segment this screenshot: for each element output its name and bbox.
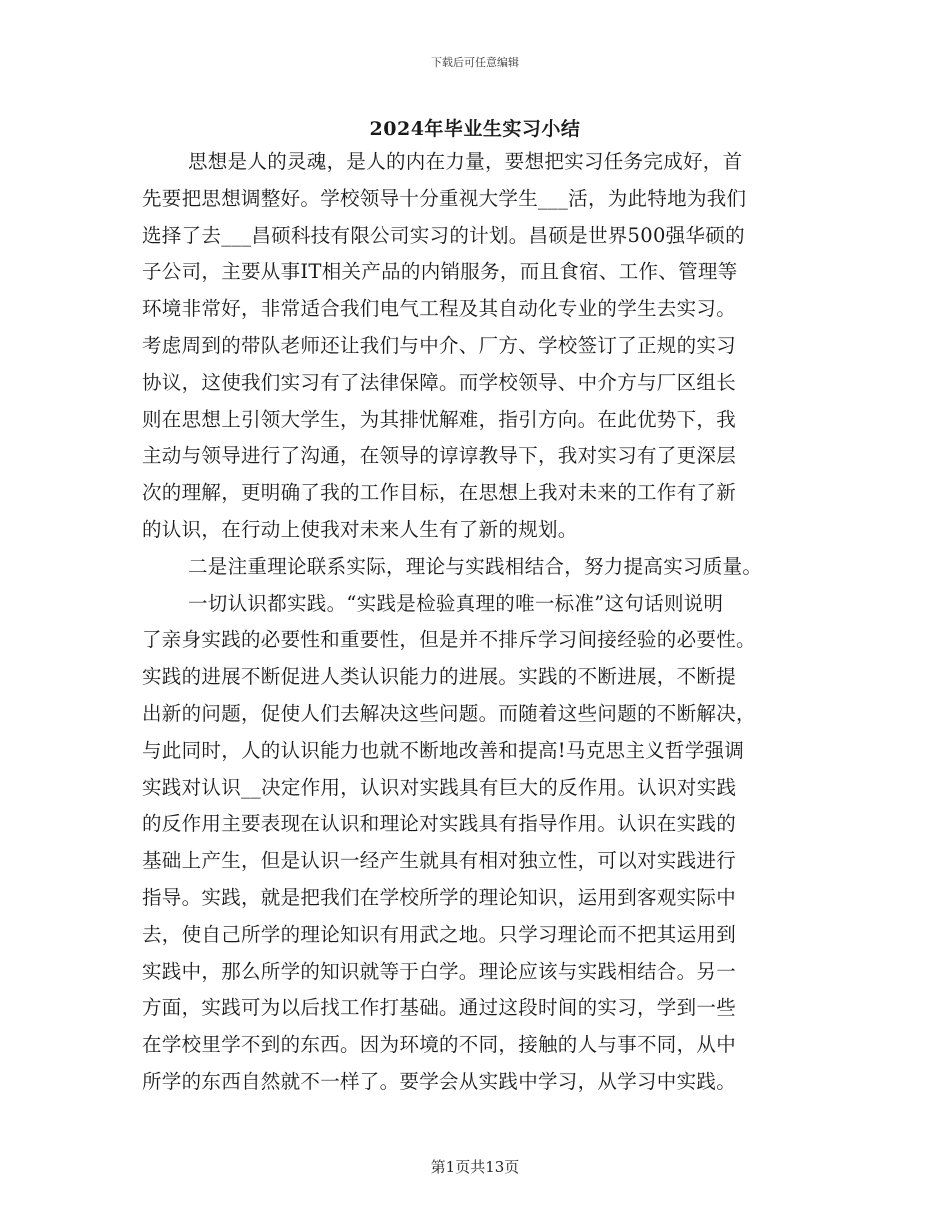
paragraph-line: 考虑周到的带队老师还让我们与中介、厂方、学校签订了正规的实习 bbox=[142, 333, 737, 357]
paragraph-line: 实践中，那么所学的知识就等于白学。理论应该与实践相结合。另一 bbox=[142, 959, 737, 983]
paragraph-line: 二是注重理论联系实际，理论与实践相结合，努力提高实习质量。 bbox=[188, 554, 763, 578]
paragraph-line: 了亲身实践的必要性和重要性，但是并不排斥学习间接经验的必要性。 bbox=[142, 628, 756, 652]
paragraph-line: 先要把思想调整好。学校领导十分重视大学生___活，为此特地为我们 bbox=[142, 186, 747, 210]
paragraph-line: 实践对认识__决定作用，认识对实践具有巨大的反作用。认识对实践 bbox=[142, 775, 737, 799]
paragraph-line: 主动与领导进行了沟通，在领导的谆谆教导下，我对实习有了更深层 bbox=[142, 444, 737, 468]
paragraph-line: 所学的东西自然就不一样了。要学会从实践中学习，从学习中实践。 bbox=[142, 1069, 737, 1093]
paragraph-line: 一切认识都实践。“实践是检验真理的唯一标准”这句话则说明 bbox=[188, 591, 724, 615]
paragraph-line: 实践的进展不断促进人类认识能力的进展。实践的不断进展，不断提 bbox=[142, 665, 737, 689]
paragraph-line: 子公司，主要从事IT相关产品的内销服务，而且食宿、工作、管理等 bbox=[142, 260, 738, 284]
paragraph-line: 指导。实践，就是把我们在学校所学的理论知识，运用到客观实际中 bbox=[142, 885, 737, 909]
paragraph-line: 在学校里学不到的东西。因为环境的不同，接触的人与事不同，从中 bbox=[142, 1033, 737, 1057]
paragraph-line: 则在思想上引领大学生，为其排忧解难，指引方向。在此优势下，我 bbox=[142, 407, 737, 431]
paragraph-line: 环境非常好，非常适合我们电气工程及其自动化专业的学生去实习。 bbox=[142, 297, 737, 321]
paragraph-line: 选择了去___昌硕科技有限公司实习的计划。昌硕是世界500强华硕的 bbox=[142, 223, 745, 247]
paragraph-line: 协议，这使我们实习有了法律保障。而学校领导、中介方与厂区组长 bbox=[142, 370, 737, 394]
paragraph-line: 基础上产生，但是认识一经产生就具有相对独立性，可以对实践进行 bbox=[142, 849, 737, 873]
paragraph-line: 的反作用主要表现在认识和理论对实践具有指导作用。认识在实践的 bbox=[142, 812, 737, 836]
paragraph-line: 思想是人的灵魂，是人的内在力量，要想把实习任务完成好，首 bbox=[188, 150, 743, 173]
document-body bbox=[142, 144, 810, 1101]
paragraph-line: 与此同时，人的认识能力也就不断地改善和提高!马克思主义哲学强调 bbox=[142, 738, 745, 762]
paragraph-line: 方面，实践可为以后找工作打基础。通过这段时间的实习，学到一些 bbox=[142, 996, 737, 1020]
page-footer: 第1页共13页 bbox=[430, 1158, 520, 1176]
paragraph-line: 去，使自己所学的理论知识有用武之地。只学习理论而不把其运用到 bbox=[142, 922, 737, 946]
paragraph-line: 的认识，在行动上使我对未来人生有了新的规划。 bbox=[142, 517, 578, 541]
paragraph-line: 出新的问题，促使人们去解决这些问题。而随着这些问题的不断解决， bbox=[142, 701, 756, 725]
document-title: 2024年毕业生实习小结 bbox=[369, 118, 581, 140]
paragraph-line: 次的理解，更明确了我的工作目标，在思想上我对未来的工作有了新 bbox=[142, 481, 737, 505]
header-note: 下载后可任意编辑 bbox=[431, 56, 519, 69]
